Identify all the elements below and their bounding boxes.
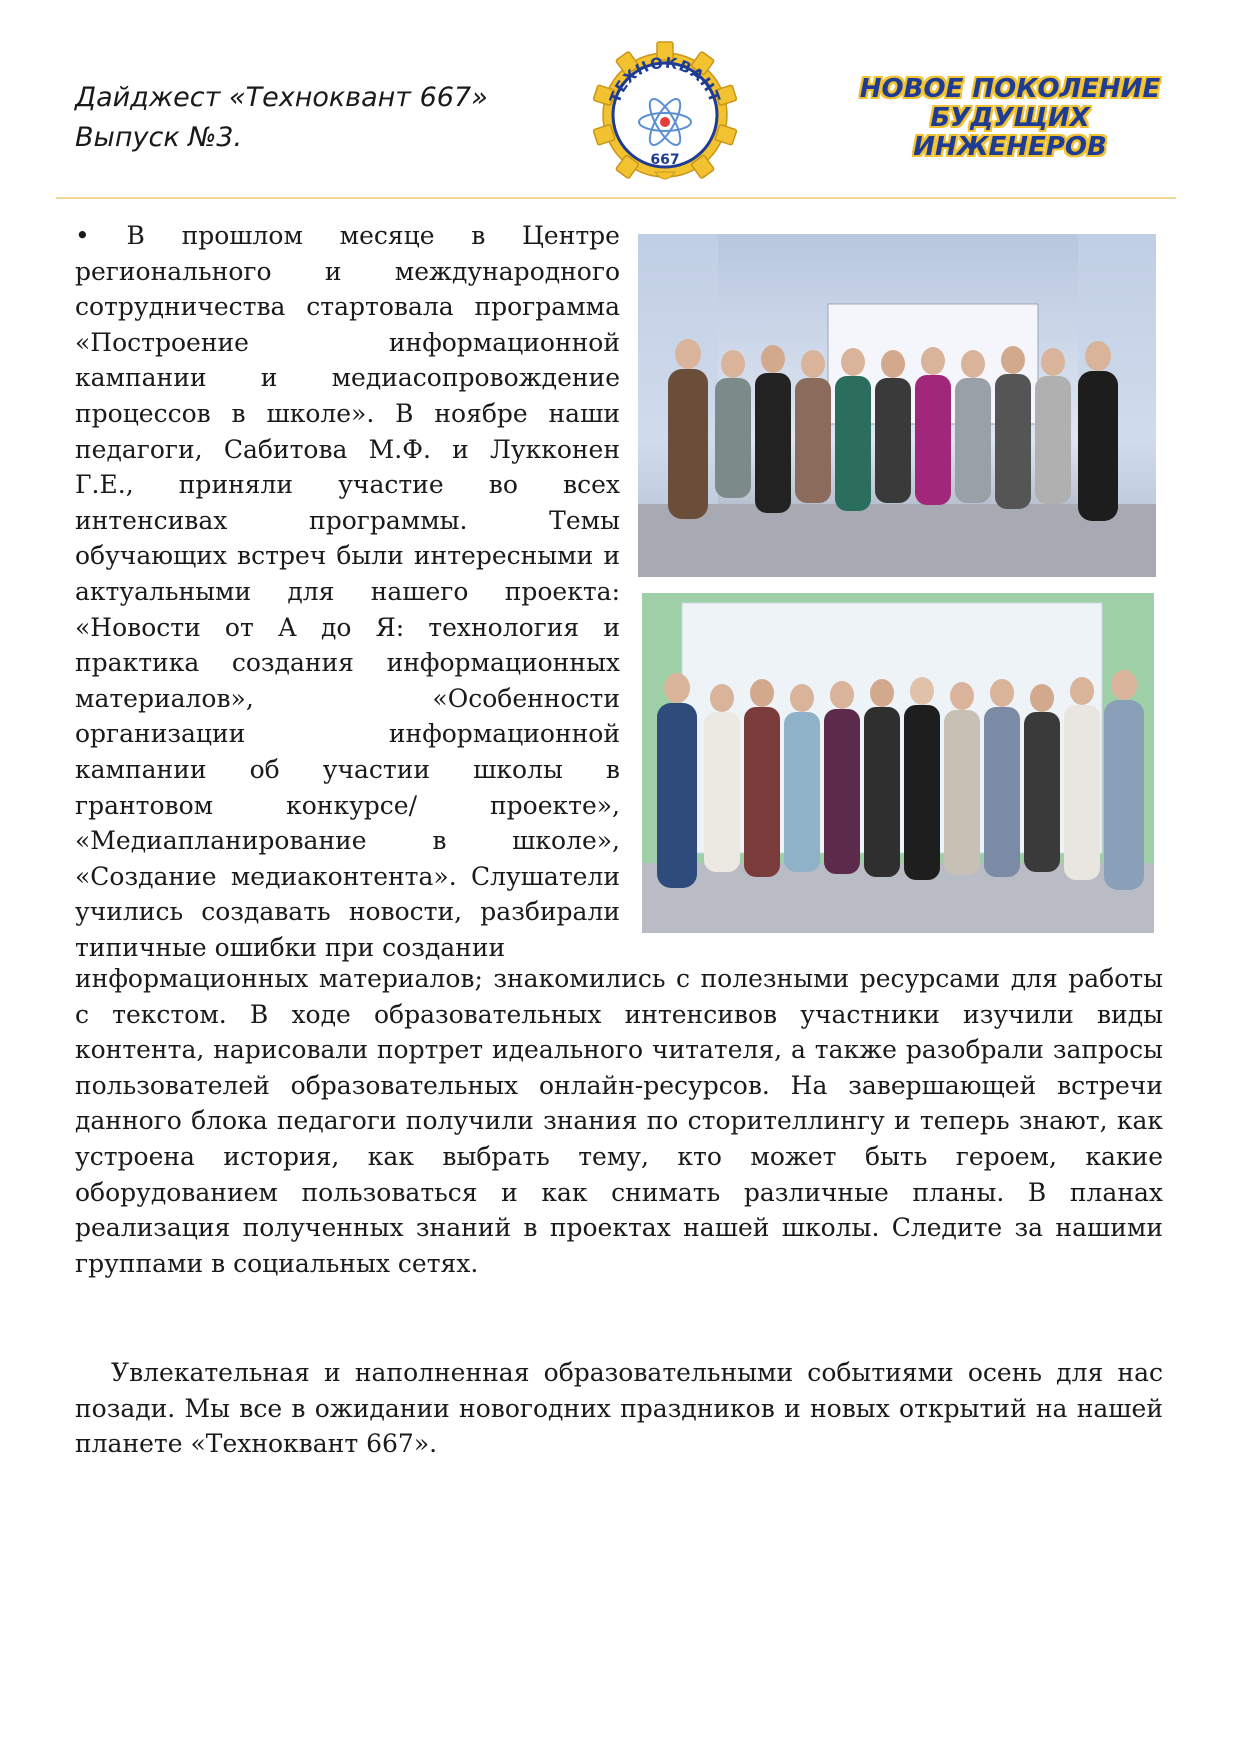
article-paragraph-start xyxy=(75,218,620,965)
digest-title xyxy=(75,78,488,158)
technokvant-logo xyxy=(590,40,740,190)
closing-paragraph xyxy=(75,1355,1163,1462)
header-divider xyxy=(56,197,1176,199)
group-photo-2-image xyxy=(642,593,1154,933)
svg-text:667: 667 xyxy=(650,152,680,168)
slogan-line2: БУДУЩИХ ИНЖЕНЕРОВ xyxy=(913,103,1107,162)
article-column-text: В прошлом месяце в Центре регионального и международного сотрудничества стартовала программа «Построение информационной кампании и медиасопровождение процессов в школе». В ноябре наши педагоги, Сабитова М.Ф. и Лукконен Г.Е., приняли участие во всех интенсивах программы. Темы обучающих встреч были интересными и актуальными для нашего проекта: «Новости от А до Я: технология и практика создания информационных материалов», «Особенности организации информационной кампании об участии школы в грантовом конкурсе/ проекте», «Медиапланирование в школе», «Создание медиаконтента». Слушатели учились создавать новости, разбирали типичные ошибки при создании xyxy=(75,221,620,962)
digest-title-line1: Дайджест «Техноквант 667» xyxy=(75,82,488,113)
slogan xyxy=(850,75,1170,162)
closing-text: Увлекательная и наполненная образовательными событиями осень для нас позади. Мы все в ожидании новогодних праздников и новых открытий на нашей планете «Техноквант 667». xyxy=(75,1358,1163,1459)
article-continuation xyxy=(75,961,1163,1281)
svg-text:ТЕХНОКВАНТ: ТЕХНОКВАНТ xyxy=(605,53,725,106)
group-photo-2 xyxy=(642,593,1154,933)
digest-issue-number: Выпуск №3. xyxy=(75,122,243,153)
gear-logo-icon xyxy=(590,40,740,190)
article-column xyxy=(75,218,620,965)
bullet-icon: • xyxy=(75,221,90,250)
slogan-line1: НОВОЕ ПОКОЛЕНИЕ xyxy=(859,74,1161,104)
group-photo-1 xyxy=(638,234,1156,577)
article-continuation-text: информационных материалов; знакомились с полезными ресурсами для работы с текстом. В ходе образовательных интенсивов участники изучили виды контента, нарисовали портрет идеального читателя, а также разобрали запросы пользователей образовательных онлайн-ресурсов. На завершающей встречи данного блока педагоги получили знания по сторителлингу и теперь знают, как устроена история, как выбрать тему, кто может быть героем, какие оборудованием пользоваться и как снимать различные планы. В планах реализация полученных знаний в проектах нашей школы. Следите за нашими группами в социальных сетях. xyxy=(75,964,1163,1278)
group-photo-1-image xyxy=(638,234,1156,577)
